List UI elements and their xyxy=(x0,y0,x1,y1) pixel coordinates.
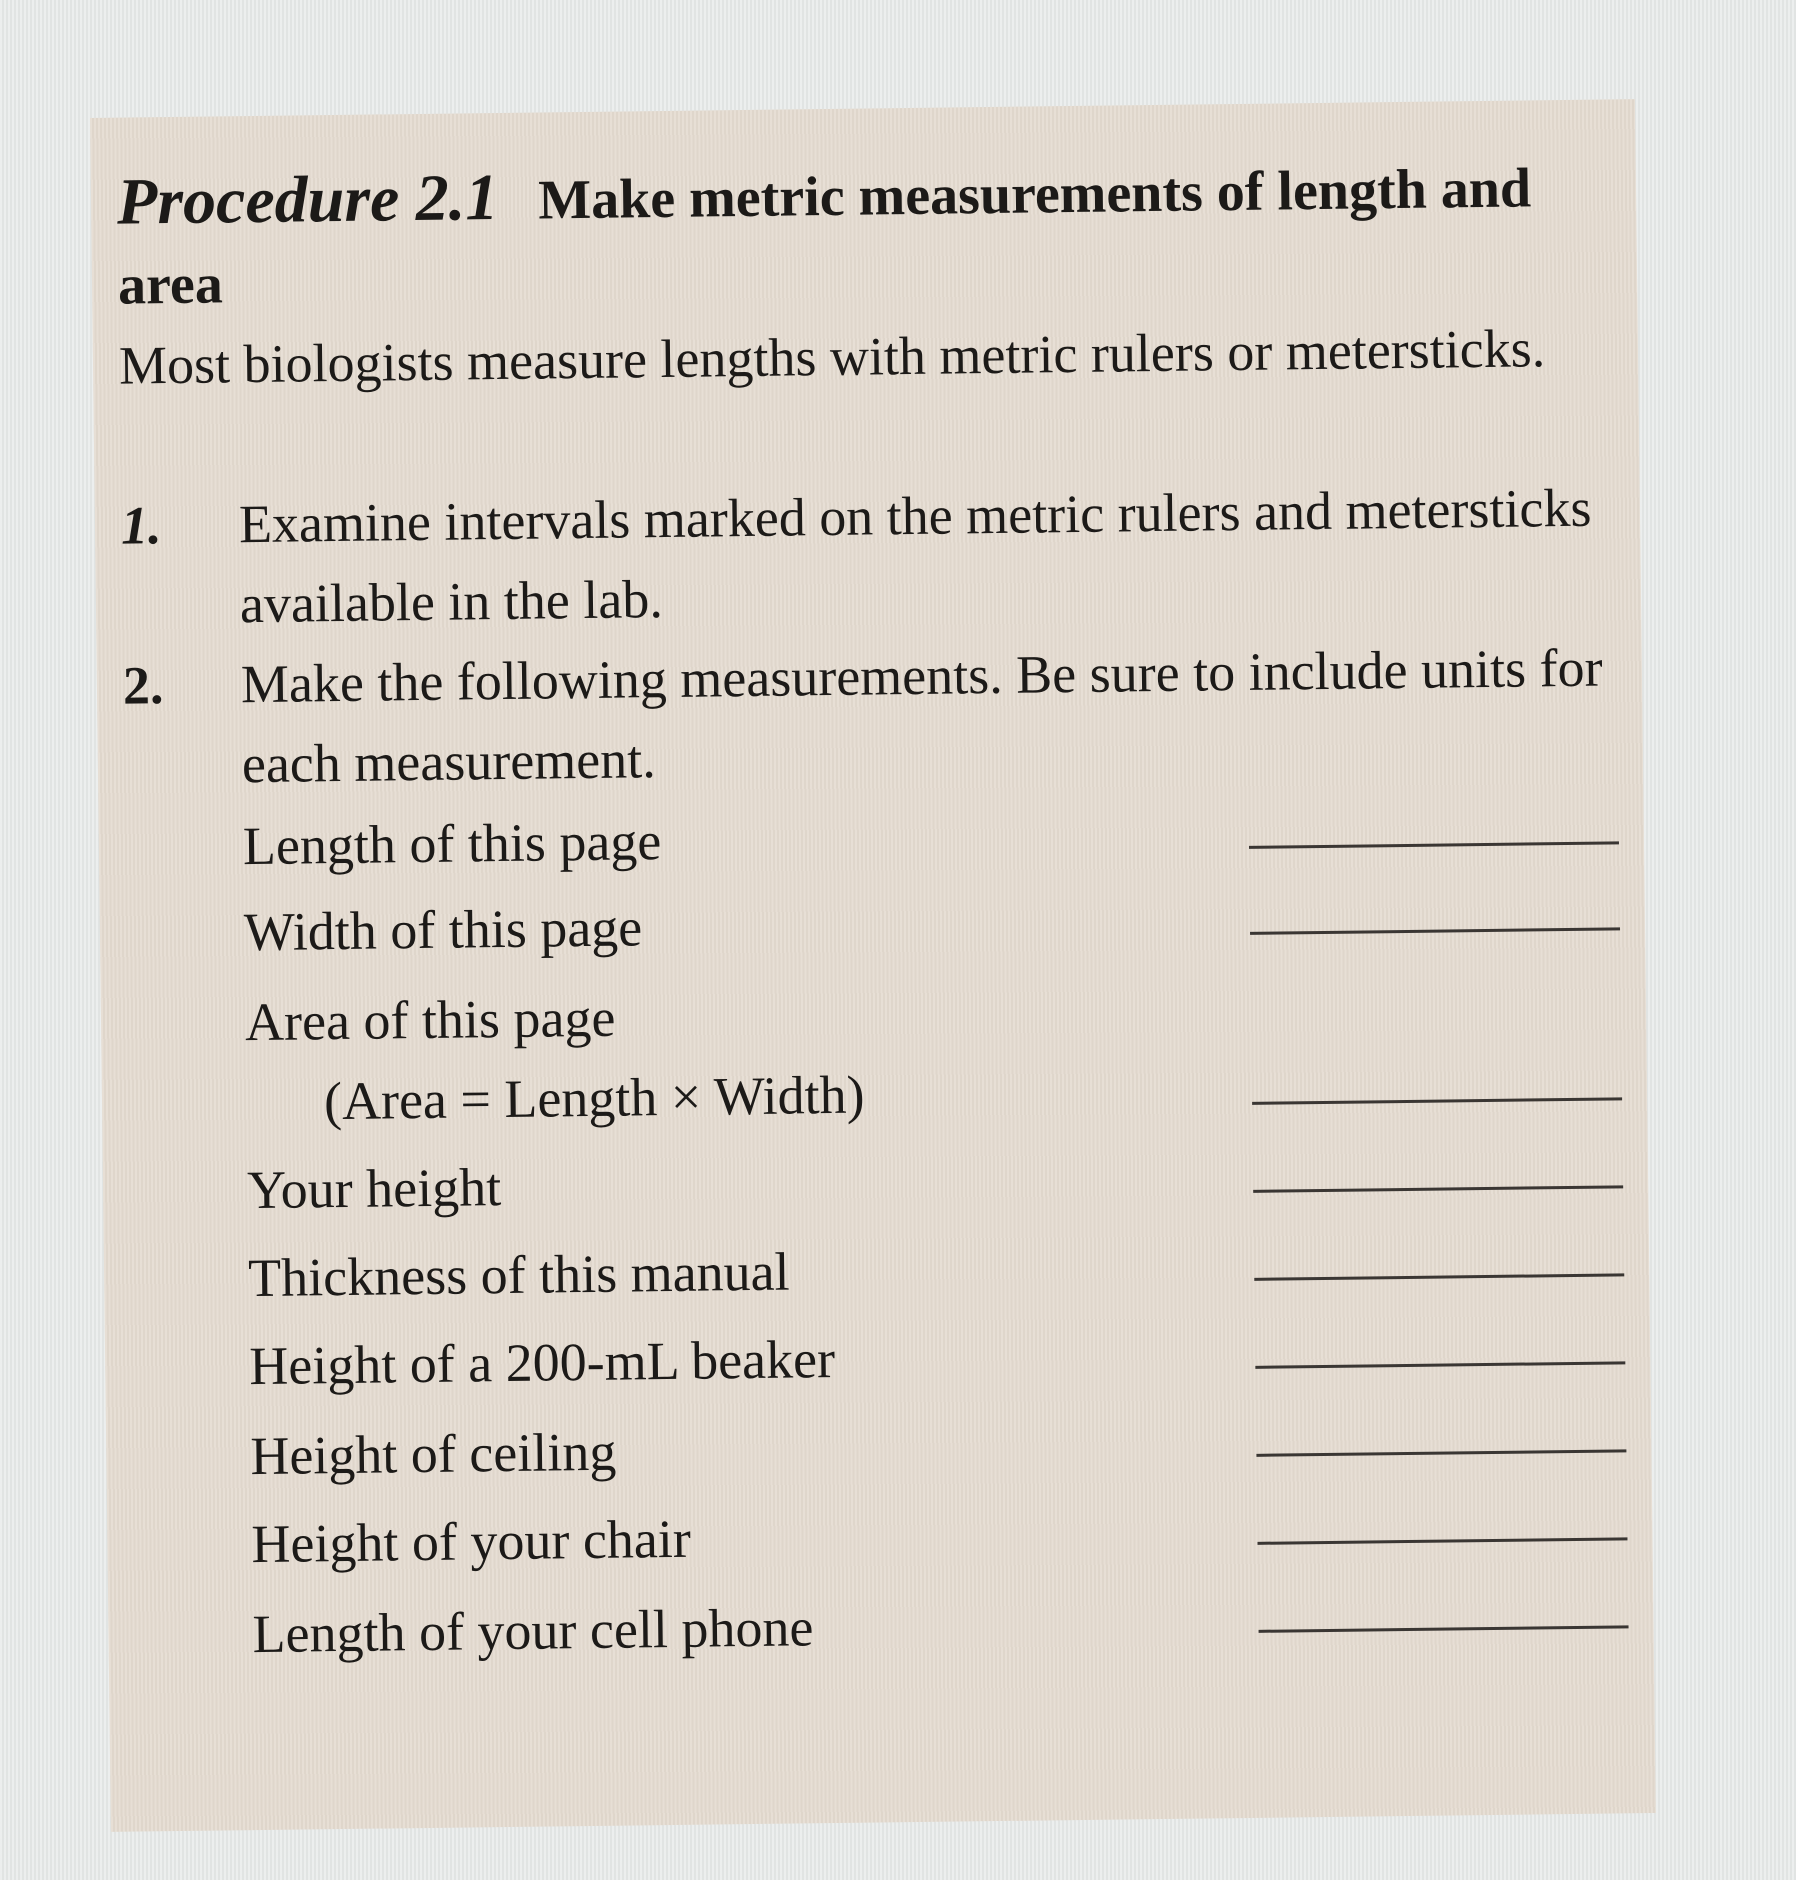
measurement-width-of-page xyxy=(243,875,1624,972)
step-number: 2. xyxy=(122,655,164,716)
procedure-number: Procedure 2.1 xyxy=(116,161,499,239)
measurement-ceiling-height xyxy=(250,1399,1631,1496)
step-text: Examine intervals marked on the metric rulers and metersticks available in the lab. xyxy=(238,477,1592,635)
measurement-label: Your height xyxy=(246,1157,502,1221)
intro-paragraph: Most biologists measure lengths with metric rulers or metersticks. xyxy=(118,318,1546,396)
procedure-title: Make metric measurements of length and area xyxy=(117,157,1532,317)
measurement-label: Area of this page xyxy=(244,987,616,1053)
measurement-beaker-height xyxy=(249,1309,1630,1406)
step-number: 1. xyxy=(120,495,162,556)
measurement-label: Height of a 200-mL beaker xyxy=(248,1328,836,1397)
measurement-area-of-page xyxy=(245,965,1627,1142)
measurement-your-height xyxy=(247,1133,1628,1230)
step-text: Make the following measurements. Be sure to include units for each measurement. xyxy=(240,637,1603,795)
measurement-formula: (Area = Length × Width) xyxy=(323,1064,865,1132)
measurement-label: Length of your cell phone xyxy=(252,1597,814,1665)
measurement-label: Width of this page xyxy=(243,897,643,963)
measurement-chair-height xyxy=(251,1487,1632,1584)
measurement-thickness-of-manual xyxy=(248,1221,1629,1318)
procedure-heading xyxy=(117,144,1619,325)
measurement-label: Height of ceiling xyxy=(249,1421,617,1487)
lab-manual-page xyxy=(90,99,1656,1832)
measurement-label: Thickness of this manual xyxy=(247,1241,790,1309)
measurement-label: Height of your chair xyxy=(251,1508,692,1575)
measurement-length-of-page xyxy=(242,789,1623,886)
step-1 xyxy=(120,467,1620,635)
measurement-label: Length of this page xyxy=(242,811,662,877)
measurement-cell-phone-length xyxy=(252,1577,1633,1674)
